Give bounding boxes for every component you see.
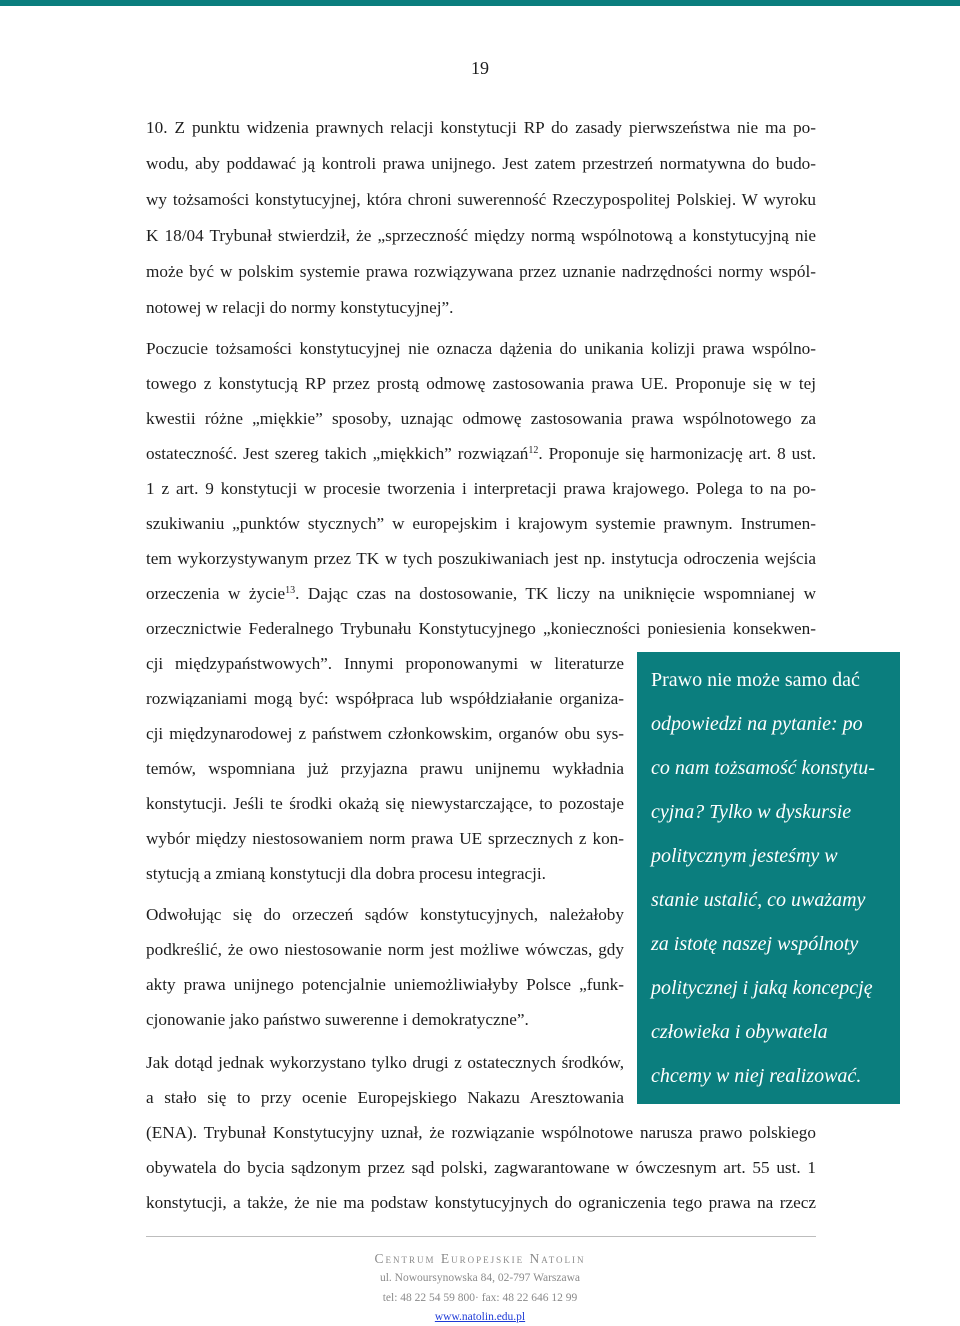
body-line: wodu, aby poddawać ją kontroli prawa unijnego. Jest zatem przestrzeń normatywna do budo- — [146, 154, 816, 173]
pull-quote-line: chcemy w niej realizować. — [651, 1065, 862, 1087]
pull-quote-line: politycznym jesteśmy w — [651, 845, 838, 867]
body-line: rozwiązaniami mogą być: współpraca lub współdziałanie organiza- — [146, 689, 624, 708]
pull-quote-line: za istotę naszej wspólnoty — [651, 933, 859, 955]
body-line: kwestii różne „miękkie” sposoby, uznając odmowę zastosowania prawa wspólnotowego za — [146, 409, 816, 428]
website-link[interactable]: www.natolin.edu.pl — [434, 1311, 526, 1323]
body-line: akty prawa unijnego potencjalnie uniemożliwiałyby Polsce „funk- — [146, 975, 624, 994]
body-line: wy tożsamości konstytucyjnej, która chroni suwerenność Rzeczypospolitej Polskiej. W wyroku — [146, 190, 816, 209]
body-line: stytucją a zmianą konstytucji dla dobra procesu integracji. — [146, 864, 546, 883]
footnote-ref-13: 13 — [285, 585, 296, 596]
pull-quote-line: politycznej i jaką koncepcję — [651, 977, 873, 999]
body-line: cjonowanie jako państwo suwerenne i demokratyczne”. — [146, 1010, 529, 1029]
body-line: cji międzynarodowej z państwem członkowskim, organów obu sys- — [146, 724, 624, 743]
pull-quote-line: człowieka i obywatela — [651, 1021, 828, 1043]
body-line: wybór między niestosowaniem norm prawa UE sprzecznych z kon- — [146, 829, 624, 848]
body-line: Odwołując się do orzeczeń sądów konstytucyjnych, należałoby — [146, 905, 624, 924]
footer-contact: tel: 48 22 54 59 800· fax: 48 22 646 12 99 — [382, 1292, 578, 1304]
body-line: a stało się to przy ocenie Europejskiego Nakazu Aresztowania — [146, 1088, 624, 1107]
body-line: temów, wspomniana już przyjazna prawu unijnemu wykładnia — [146, 759, 624, 778]
body-line: orzeczenia w życie$^{13}$. Dając czas na dostosowanie, TK liczy na uniknięcie wspomnianej w — [146, 584, 816, 603]
body-line: 1 z art. 9 konstytucji w procesie tworzenia i interpretacji prawa krajowego. Polega to na po- — [146, 479, 816, 498]
pull-quote-line: Prawo nie może samo dać — [651, 669, 860, 691]
pull-quote-box — [637, 652, 900, 1104]
body-line: ostateczność. Jest szereg takich „miękkich” rozwiązań$^{12}$. Proponuje się harmonizację art. 8 ust. — [146, 444, 816, 463]
body-line: obywatela do bycia sądzonym przez sąd polski, zagwarantowane w ówczesnym art. 55 ust. 1 — [146, 1158, 816, 1177]
footer-divider — [146, 1236, 816, 1237]
footer-address: ul. Nowoursynowska 84, 02-797 Warszawa — [379, 1272, 581, 1284]
top-accent-rule — [0, 0, 960, 6]
body-line: konstytucji. Jeśli te środki okażą się niewystarczające, to pozostaje — [146, 794, 624, 813]
body-line: szukiwaniu „punktów stycznych” w europejskim i krajowym systemie prawnym. Instrumen- — [146, 514, 816, 533]
body-line: (ENA). Trybunał Konstytucyjny uznał, że rozwiązanie wspólnotowe narusza prawo polskiego — [146, 1123, 816, 1142]
body-line: 10. Z punktu widzenia prawnych relacji konstytucji RP do zasady pierwszeństwa nie ma po- — [146, 118, 816, 137]
pull-quote-line: cyjna? Tylko w dyskursie — [651, 801, 852, 823]
page-number: 19 — [471, 58, 489, 78]
footnote-ref-12: 12 — [528, 445, 539, 456]
pull-quote-line: co nam tożsamość konstytu- — [651, 757, 875, 779]
body-line: towego z konstytucją RP przez prostą odmowę zastosowania prawa UE. Proponuje się w tej — [146, 374, 816, 393]
pull-quote-line: odpowiedzi na pytanie: po — [651, 713, 863, 735]
body-line: Poczucie tożsamości konstytucyjnej nie oznacza dążenia do unikania kolizji prawa wspólno- — [146, 339, 816, 358]
body-line: K 18/04 Trybunał stwierdził, że „sprzeczność między normą wspólnotową a konstytucyjną nie — [146, 226, 816, 245]
body-line: notowej w relacji do normy konstytucyjnej”. — [146, 298, 454, 317]
body-line: konstytucji, a także, że nie ma podstaw konstytucyjnych do ograniczenia tego prawa na rzecz — [146, 1193, 816, 1212]
footer-org-name: Centrum Europejskie Natolin — [374, 1251, 586, 1266]
body-line: może być w polskim systemie prawa rozwiązywana przez uznanie nadrzędności normy wspól- — [146, 262, 816, 281]
body-line: cji międzypaństwowych”. Innymi proponowanymi w literaturze — [146, 654, 624, 673]
footer-website — [0, 1311, 960, 1323]
pull-quote-line: stanie ustalić, co uważamy — [651, 889, 866, 911]
body-line: tem wykorzystywanym przez TK w tych poszukiwaniach jest np. instytucja odroczenia wejścia — [146, 549, 816, 568]
body-line: Jak dotąd jednak wykorzystano tylko drugi z ostatecznych środków, — [146, 1053, 624, 1072]
body-line: podkreślić, że owo niestosowanie norm jest możliwe wówczas, gdy — [146, 940, 624, 959]
body-line: orzecznictwie Federalnego Trybunału Konstytucyjnego „konieczności poniesienia konsekwen- — [146, 619, 816, 638]
